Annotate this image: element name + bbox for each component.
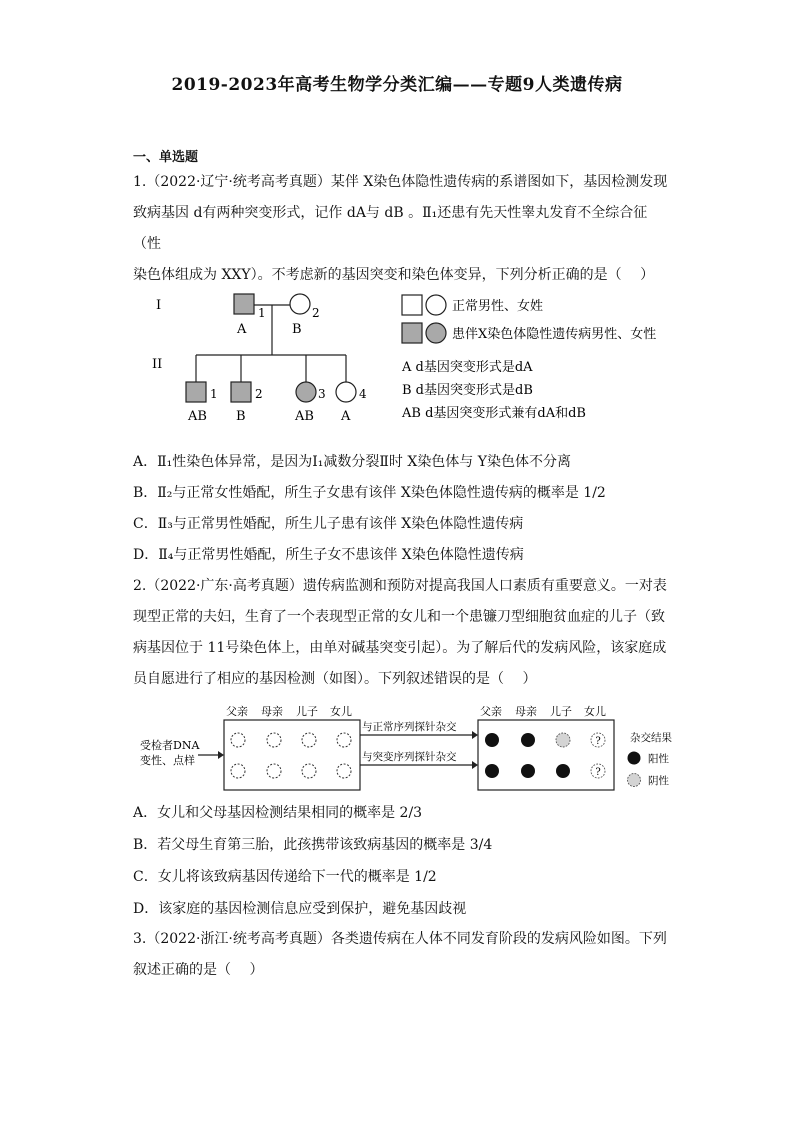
legend-ab-label: AB d基因突变形式兼有dA和dB xyxy=(402,406,586,421)
sample-dot xyxy=(302,764,316,778)
question-1-option-c: C．Ⅱ₃与正常男性婚配，所生儿子患有该伴 X染色体隐性遗传病 xyxy=(133,516,524,532)
gene-test-figure xyxy=(136,700,696,800)
page-title: 2019-2023年高考生物学分类汇编——专题9人类遗传病 xyxy=(171,75,623,95)
sample-dot xyxy=(267,764,281,778)
question-2-option-c: C．女儿将该致病基因传递给下一代的概率是 1/2 xyxy=(133,869,437,885)
result-dot-mutant-probe-positive xyxy=(485,764,499,778)
legend-a-label: A d基因突变形式是dA xyxy=(402,360,533,375)
mother-number: 2 xyxy=(312,306,320,320)
result-dot-normal-probe-negative xyxy=(556,733,570,747)
result-dot-mutant-probe-positive xyxy=(521,764,535,778)
question-3-stem xyxy=(133,924,673,986)
legend-normal-female-icon xyxy=(426,295,446,315)
question-2-option-a: A．女儿和父母基因检测结果相同的概率是 2/3 xyxy=(133,805,423,821)
legend-affected-label: 患伴X染色体隐性遗传病男性、女性 xyxy=(452,327,657,342)
legend-affected-female-icon xyxy=(426,323,446,343)
legend-b-label: B d基因突变形式是dB xyxy=(402,383,533,398)
result-dot-mutant-probe-positive xyxy=(556,764,570,778)
sample-dot xyxy=(302,733,316,747)
input-arrow-icon xyxy=(218,751,224,759)
question-1-line-3: 染色体组成为 XXY）。不考虑新的基因突变和染色体变异，下列分析正确的是（ ） xyxy=(133,267,655,283)
sample-col-daughter: 女儿 xyxy=(330,705,352,718)
question-3-line-2: 叙述正确的是（ ） xyxy=(133,962,264,978)
child-1-genotype: AB xyxy=(188,409,207,424)
legend-normal-label: 正常男性、女姓 xyxy=(452,299,544,314)
result-col-mother: 母亲 xyxy=(515,705,537,718)
result-col-father: 父亲 xyxy=(480,705,502,718)
sample-col-son: 儿子 xyxy=(296,705,318,718)
pedigree-chart xyxy=(140,285,700,425)
child-2-genotype: B xyxy=(236,409,246,424)
question-1-option-d: D．Ⅱ₄与正常男性婚配，所生子女不患该伴 X染色体隐性遗传病 xyxy=(133,547,524,563)
result-box xyxy=(478,720,614,790)
input-label-line-2: 变性、点样 xyxy=(140,754,195,767)
probe-mutant-label: 与突变序列探针杂交 xyxy=(362,751,457,763)
child-2-number: 2 xyxy=(255,387,263,401)
question-1-line-1: 1.（2022·辽宁·统考高考真题）某伴 X染色体隐性遗传病的系谱图如下，基因检测发现 xyxy=(133,174,668,190)
pedigree-father-affected xyxy=(234,294,254,314)
probe-normal-label: 与正常序列探针杂交 xyxy=(362,721,457,733)
legend-negative-label: 阴性 xyxy=(648,775,669,787)
father-genotype: A xyxy=(237,322,247,337)
question-2-line-3: 病基因位于 11号染色体上，由单对碱基突变引起）。为了解后代的发病风险，该家庭成 xyxy=(133,640,667,656)
generation-2-label: II xyxy=(152,357,163,372)
legend-positive-icon xyxy=(628,752,641,765)
generation-1-label: I xyxy=(156,298,162,313)
legend-negative-icon xyxy=(628,774,641,787)
father-number: 1 xyxy=(258,306,266,320)
sample-dot xyxy=(337,764,351,778)
pedigree-child-4 xyxy=(336,382,356,402)
question-2-stem xyxy=(133,571,673,695)
result-legend-title: 杂交结果 xyxy=(630,732,672,744)
sample-box xyxy=(224,720,360,790)
result-dot-normal-probe-positive xyxy=(485,733,499,747)
legend-normal-male-icon xyxy=(402,295,422,315)
question-2-option-d: D．该家庭的基因检测信息应受到保护，避免基因歧视 xyxy=(133,901,467,917)
child-1-number: 1 xyxy=(210,387,218,401)
section-heading: 一、单选题 xyxy=(133,150,199,165)
child-3-genotype: AB xyxy=(295,409,314,424)
question-1-line-2: 致病基因 d有两种突变形式，记作 dA与 dB 。Ⅱ₁还患有先天性睾丸发育不全综合征（性 xyxy=(133,205,648,252)
sample-dot xyxy=(267,733,281,747)
result-col-son: 儿子 xyxy=(550,705,572,718)
sample-col-father: 父亲 xyxy=(226,705,248,718)
pedigree-child-2 xyxy=(231,382,251,402)
legend-positive-label: 阳性 xyxy=(648,753,669,765)
mother-genotype: B xyxy=(292,322,302,337)
probe-normal-arrow-icon xyxy=(472,731,478,739)
question-3-line-1: 3.（2022·浙江·统考高考真题）各类遗传病在人体不同发育阶段的发病风险如图。下列 xyxy=(133,931,667,947)
result-dot-normal-probe-positive xyxy=(521,733,535,747)
pedigree-child-1 xyxy=(186,382,206,402)
pedigree-child-3 xyxy=(296,382,316,402)
question-1-option-a: A．Ⅱ₁性染色体异常，是因为Ⅰ₁减数分裂Ⅱ时 X染色体与 Y染色体不分离 xyxy=(133,454,572,470)
result-unknown-mark: ? xyxy=(595,736,601,747)
child-4-genotype: A xyxy=(341,409,351,424)
child-4-number: 4 xyxy=(359,387,367,401)
question-2-option-b: B．若父母生育第三胎，此孩携带该致病基因的概率是 3/4 xyxy=(133,837,493,853)
question-1-option-b: B．Ⅱ₂与正常女性婚配，所生子女患有该伴 X染色体隐性遗传病的概率是 1/2 xyxy=(133,485,606,501)
pedigree-mother-normal xyxy=(290,294,310,314)
result-col-daughter: 女儿 xyxy=(584,705,606,718)
question-2-line-4: 员自愿进行了相应的基因检测（如图）。下列叙述错误的是（ ） xyxy=(133,671,537,687)
sample-dot xyxy=(337,733,351,747)
input-label-line-1: 受检者DNA xyxy=(140,739,200,752)
sample-dot xyxy=(231,733,245,747)
result-unknown-mark: ? xyxy=(595,767,601,778)
question-2-line-1: 2.（2022·广东·高考真题）遗传病监测和预防对提高我国人口素质有重要意义。一对表 xyxy=(133,578,667,594)
sample-col-mother: 母亲 xyxy=(261,705,283,718)
question-1-stem xyxy=(133,167,673,291)
probe-mutant-arrow-icon xyxy=(472,761,478,769)
child-3-number: 3 xyxy=(318,387,326,401)
question-2-line-2: 现型正常的夫妇，生育了一个表现型正常的女儿和一个患镰刀型细胞贫血症的儿子（致 xyxy=(133,609,665,625)
legend-affected-male-icon xyxy=(402,323,422,343)
sample-dot xyxy=(231,764,245,778)
